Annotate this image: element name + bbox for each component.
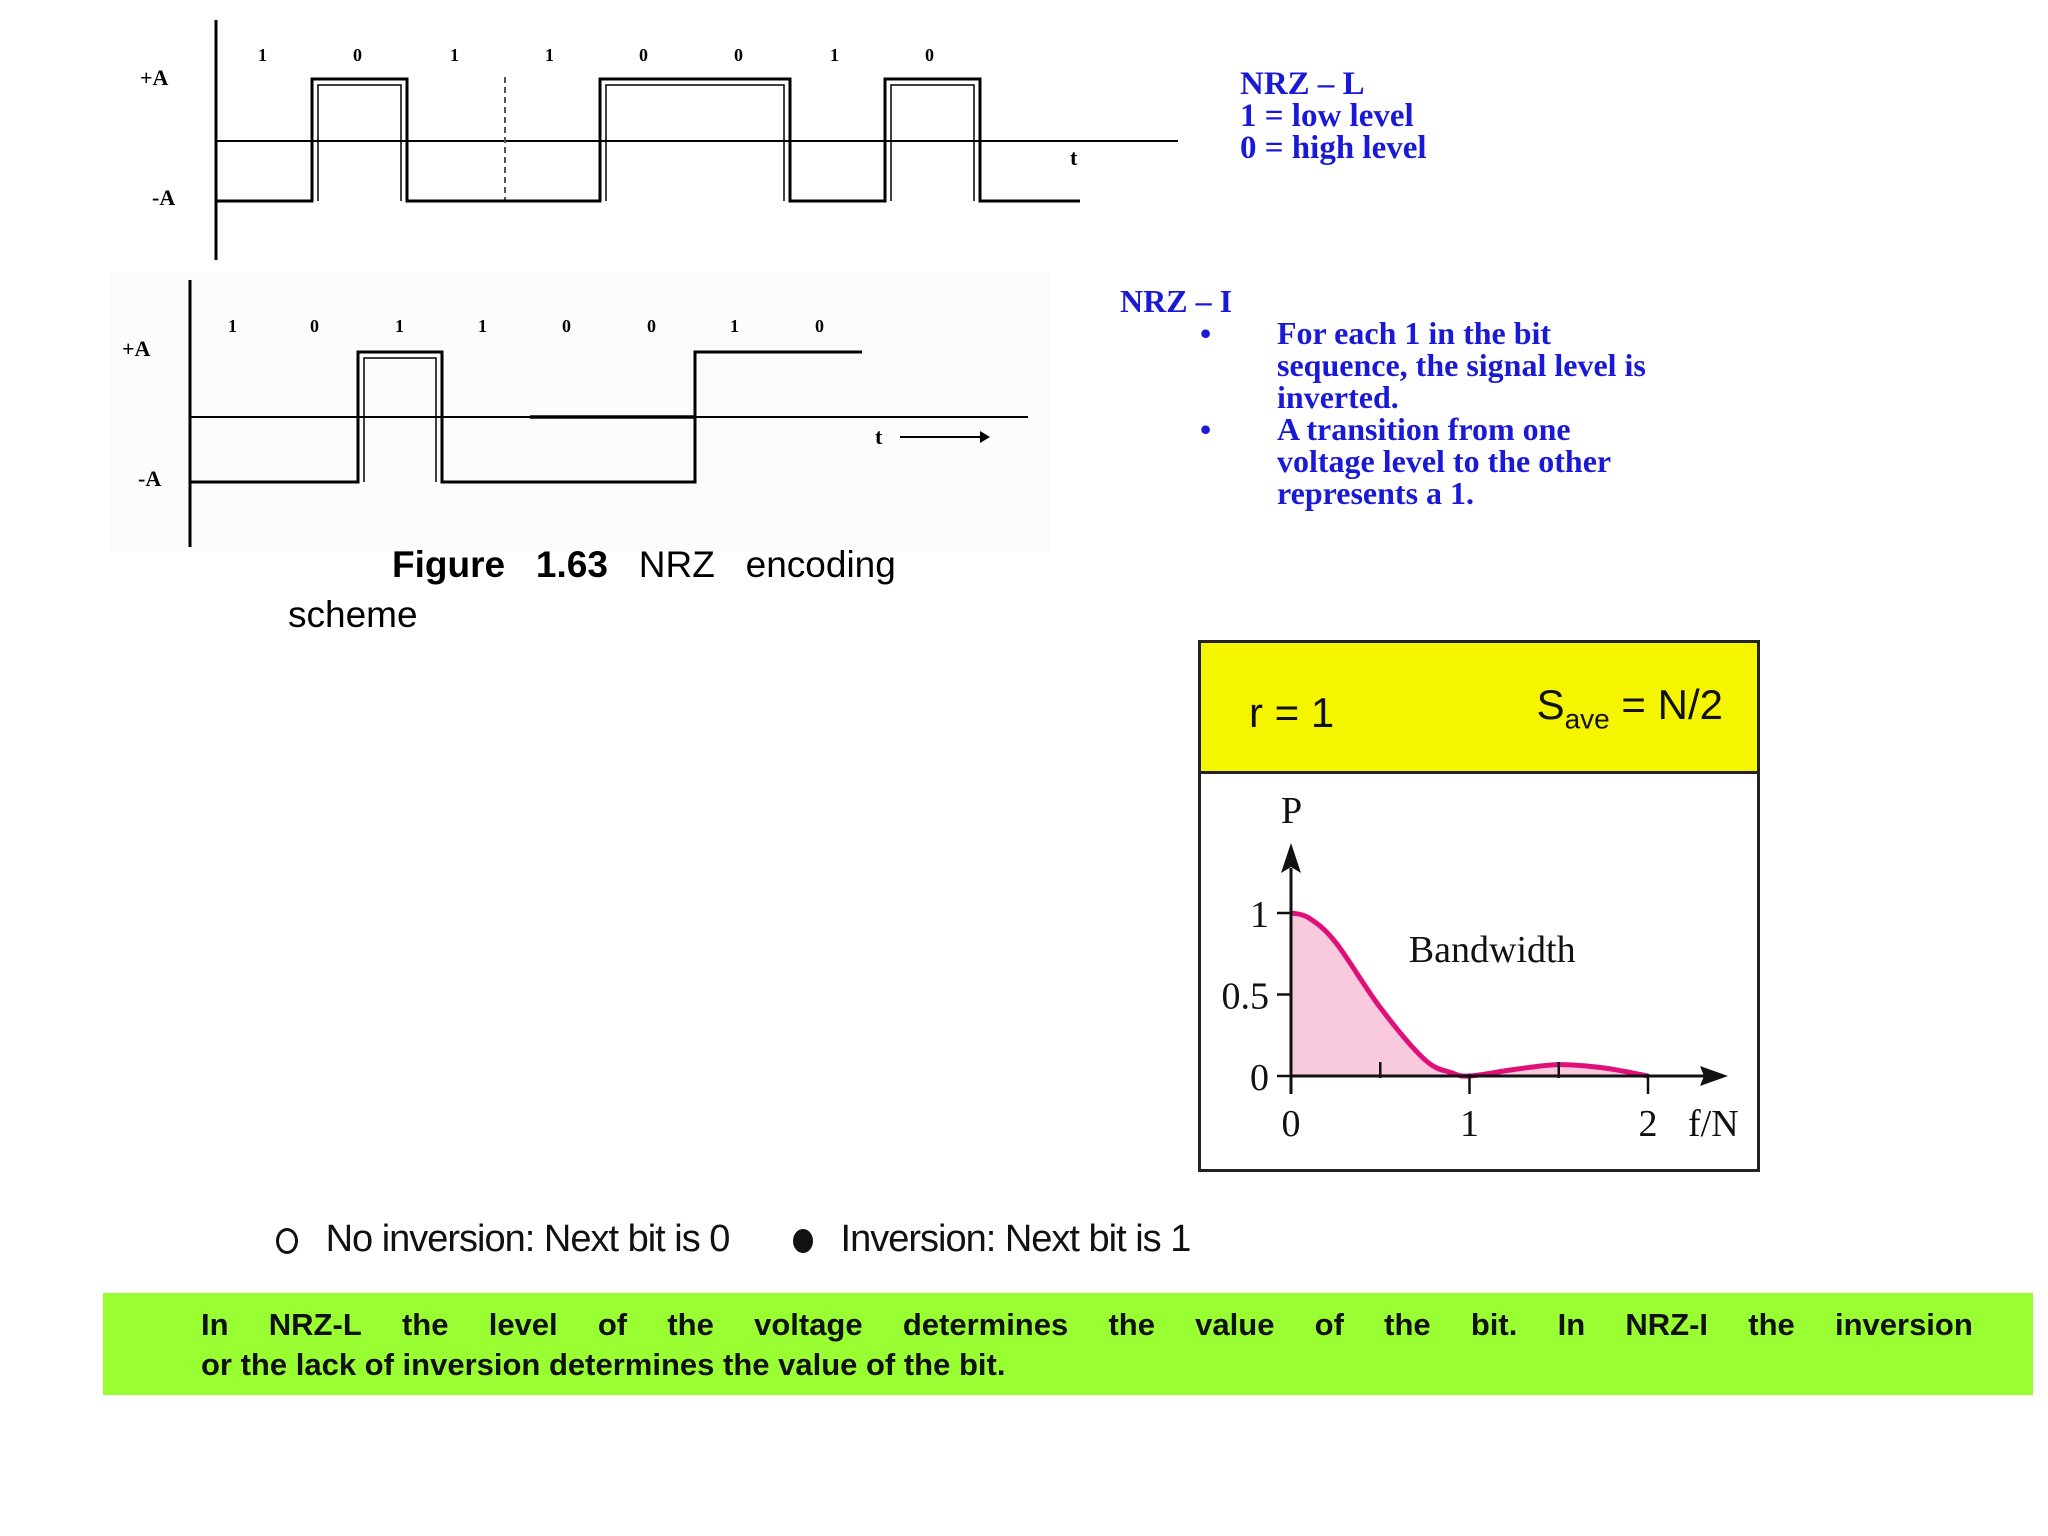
nrzi-bit-label: 0 bbox=[815, 316, 824, 336]
bandwidth-plot bbox=[1201, 771, 1757, 1169]
summary-word: of bbox=[597, 1307, 628, 1342]
summary-word: inversion bbox=[1834, 1307, 1973, 1342]
nrzi-bit-label: 0 bbox=[562, 316, 571, 336]
summary-word: NRZ-I bbox=[1625, 1307, 1709, 1342]
x-tick-label: 1 bbox=[1460, 1103, 1479, 1145]
no-inversion-label: No inversion: Next bit is 0 bbox=[325, 1218, 730, 1260]
nrzi-bit-label: 0 bbox=[647, 316, 656, 336]
summary-band bbox=[103, 1293, 2033, 1395]
nrzl-bit-label: 0 bbox=[353, 45, 362, 65]
bullet-icon: • bbox=[1200, 411, 1212, 447]
figure-caption-line2: scheme bbox=[288, 594, 418, 635]
summary-word: In bbox=[1557, 1307, 1586, 1342]
nrzl-plus-a-label: +A bbox=[140, 65, 169, 90]
open-circle-icon bbox=[276, 1228, 298, 1254]
s-ave-label: $S_{ave} = N/2$ bbox=[1536, 681, 1723, 735]
x-axis-label: f/N bbox=[1688, 1103, 1739, 1145]
nrzl-bit-label: 0 bbox=[925, 45, 934, 65]
nrzi-minus-a-label: -A bbox=[138, 466, 162, 491]
nrzl-title: NRZ – L bbox=[1240, 66, 1365, 102]
summary-word: the bbox=[667, 1307, 714, 1342]
nrzi-bullet-two: • A transition from one voltage level to the other represents a 1. bbox=[1200, 411, 1612, 511]
x-tick-label: 2 bbox=[1638, 1103, 1658, 1145]
summary-word: bit. bbox=[1470, 1307, 1518, 1342]
bandwidth-annotation: Bandwidth bbox=[1408, 928, 1576, 971]
x-axis-arrow-icon bbox=[1700, 1066, 1728, 1086]
nrzl-description bbox=[1240, 68, 1427, 164]
figure-word: Figure bbox=[392, 544, 506, 585]
nrzl-line-two: 0 = high level bbox=[1240, 130, 1427, 166]
nrzi-description bbox=[1120, 285, 1646, 509]
summary-word: NRZ-L bbox=[268, 1307, 362, 1342]
nrzl-bit-label: 0 bbox=[734, 45, 743, 65]
nrzl-bit-label: 1 bbox=[545, 45, 554, 65]
summary-word: the bbox=[1748, 1307, 1795, 1342]
nrzi-bit-label: 1 bbox=[478, 316, 487, 336]
nrzi-bit-label: 1 bbox=[730, 316, 739, 336]
summary-word: the bbox=[1384, 1307, 1431, 1342]
nrzl-bit-label: 1 bbox=[258, 45, 267, 65]
inversion-label: Inversion: Next bit is 1 bbox=[840, 1218, 1191, 1260]
nrzi-bit-label: 1 bbox=[395, 316, 404, 336]
figure-number: 1.63 bbox=[535, 544, 608, 585]
nrzi-waveform-diagram bbox=[110, 272, 1050, 552]
summary-word: the bbox=[1108, 1307, 1155, 1342]
nrzi-bit-label: 0 bbox=[310, 316, 319, 336]
nrzi-plus-a-label: +A bbox=[122, 336, 151, 361]
nrzl-bit-label: 1 bbox=[830, 45, 839, 65]
summary-line-one bbox=[201, 1307, 1973, 1343]
nrzi-bit-label: 1 bbox=[228, 316, 237, 336]
bandwidth-chart-box bbox=[1198, 640, 1760, 1172]
nrzi-time-label: t bbox=[875, 424, 883, 449]
summary-word: level bbox=[488, 1307, 558, 1342]
nrzl-time-label: t bbox=[1070, 145, 1078, 170]
r-value-label: r = 1 bbox=[1249, 689, 1335, 736]
filled-circle-icon bbox=[793, 1229, 813, 1253]
inversion-legend bbox=[276, 1218, 1190, 1261]
summary-line-two: or the lack of inversion determines the value of the bit. bbox=[201, 1347, 1006, 1382]
y-tick-label: 1 bbox=[1250, 894, 1269, 936]
summary-word: In bbox=[201, 1307, 229, 1342]
figure-caption: Figure 1.63 NRZ encoding scheme bbox=[288, 540, 792, 640]
nrzl-bit-label: 1 bbox=[450, 45, 459, 65]
nrzl-line-one: 1 = low level bbox=[1240, 98, 1414, 134]
nrzl-bit-label: 0 bbox=[639, 45, 648, 65]
nrzl-waveform-diagram bbox=[120, 15, 1190, 265]
summary-word: determines bbox=[902, 1307, 1069, 1342]
nrzi-bullet-one: • For each 1 in the bit sequence, the signal level is inverted. bbox=[1200, 315, 1646, 415]
summary-word: of bbox=[1314, 1307, 1344, 1342]
bullet-icon: • bbox=[1200, 315, 1212, 351]
y-axis-label: P bbox=[1281, 790, 1303, 832]
x-tick-label: 0 bbox=[1281, 1103, 1301, 1145]
bandwidth-chart-header bbox=[1201, 643, 1757, 774]
summary-word: the bbox=[401, 1307, 449, 1342]
y-tick-label: 0.5 bbox=[1221, 975, 1269, 1018]
y-tick-label: 0 bbox=[1250, 1057, 1269, 1099]
nrzl-minus-a-label: -A bbox=[152, 185, 176, 210]
nrzi-title: NRZ – I bbox=[1120, 283, 1233, 319]
summary-word: value bbox=[1195, 1307, 1275, 1342]
summary-word: voltage bbox=[754, 1307, 863, 1342]
